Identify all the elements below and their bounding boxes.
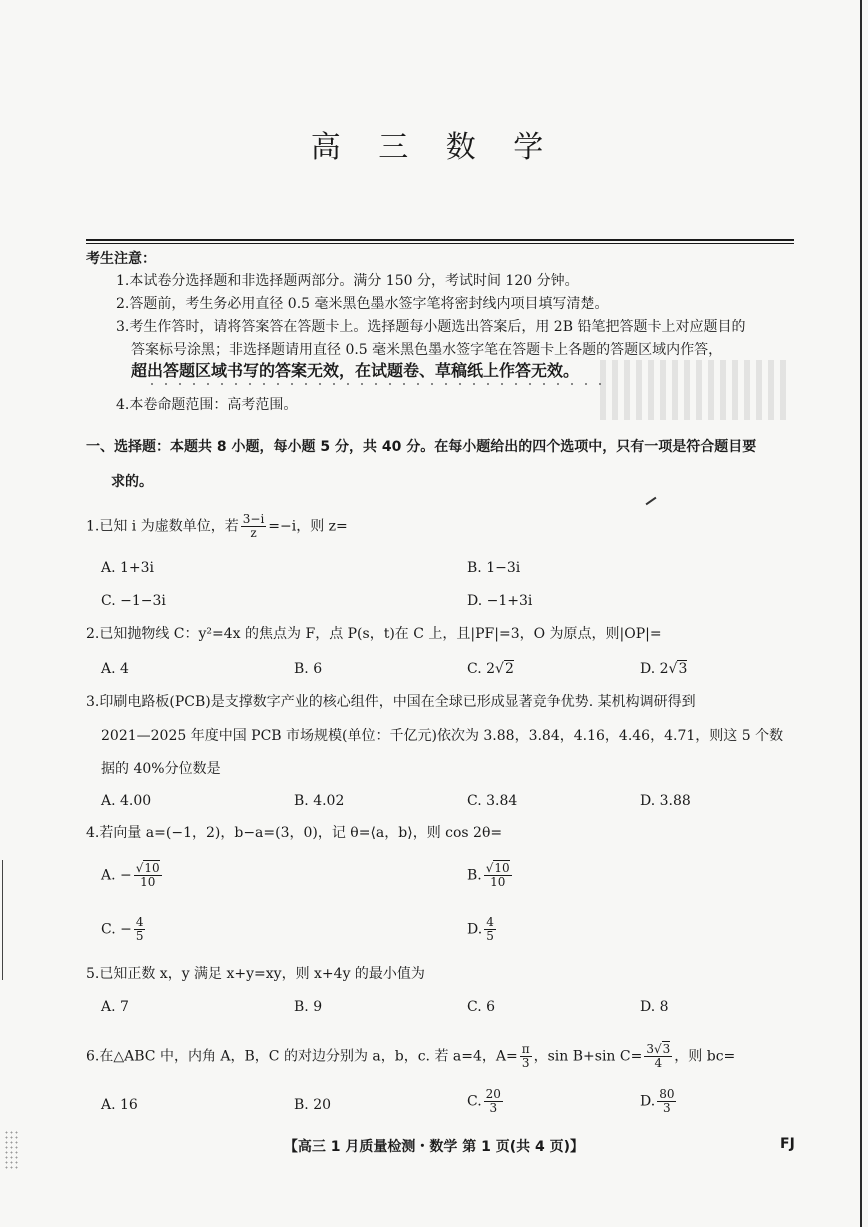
q4-c-frac	[134, 916, 146, 943]
q1-frac-den: z	[250, 526, 257, 540]
q5-option-d: D. 8	[640, 999, 669, 1015]
q1-option-d: D. −1+3i	[467, 593, 533, 609]
notice-heading: 考生注意：	[86, 251, 156, 267]
section-heading: 一、选择题：本题共 8 小题，每小题 5 分，共 40 分。在每小题给出的四个选项中，只有一项是符合题目要	[86, 439, 757, 455]
q2-option-a: A. 4	[101, 661, 129, 677]
q6-d-den: 3	[663, 1101, 671, 1115]
q6-mid: ，sin B+sin C=	[533, 1048, 643, 1065]
question-6	[86, 1043, 735, 1070]
q6-f1-den: 3	[521, 1056, 530, 1070]
q4-option-d	[467, 916, 498, 943]
q6-c-frac	[484, 1088, 503, 1115]
q6-option-b: B. 20	[294, 1097, 332, 1113]
q6-option-a: A. 16	[101, 1097, 138, 1113]
q4-c-num: 4	[135, 915, 144, 929]
q2-option-c: C. 2√2	[467, 661, 514, 677]
question-2: 2.已知抛物线 C：y²=4x 的焦点为 F，点 P(s，t)在 C 上，且|PF|=3，O 为原点，则|OP|=	[86, 626, 662, 642]
notice-line-2: 2.答题前，考生务必用直径 0.5 毫米黑色墨水签字笔将密封线内项目填写清楚。	[116, 296, 609, 312]
q4-b-pre: B.	[467, 867, 482, 884]
question-3-line-2: 2021—2025 年度中国 PCB 市场规模(单位：千亿元)依次为 3.88，3.84，4.16，4.46，4.71，则这 5 个数	[101, 728, 784, 744]
q4-a-pre: A. −	[101, 867, 132, 884]
q5-option-b: B. 9	[294, 999, 323, 1015]
section-heading-cont: 求的。	[111, 474, 153, 490]
page-footer: 【高三 1 月质量检测・数学 第 1 页(共 4 页)】	[283, 1139, 585, 1155]
question-5: 5.已知正数 x，y 满足 x+y=xy，则 x+4y 的最小值为	[86, 966, 425, 982]
q2-c-rad: 2	[504, 661, 514, 677]
q6-post: ，则 bc=	[674, 1048, 736, 1065]
notice-line-3: 3.考生作答时，请将答案答在答题卡上。选择题每小题选出答案后，用 2B 铅笔把答题卡上对应题目的	[116, 319, 746, 335]
question-3-line-1: 3.印刷电路板(PCB)是支撑数字产业的核心组件，中国在全球已形成显著竞争优势. 某机构调研得到	[86, 694, 696, 710]
notice-line-6: 4.本卷命题范围：高考范围。	[116, 397, 298, 413]
q6-f2-num-pre: 3	[646, 1042, 654, 1056]
q4-d-frac	[484, 916, 496, 943]
q1-option-a: A. 1+3i	[101, 560, 155, 576]
q3-option-a: A. 4.00	[101, 793, 152, 809]
q6-f2-num-rad: 3	[662, 1042, 671, 1056]
q4-d-num: 4	[486, 915, 494, 929]
q6-c-den: 3	[489, 1101, 498, 1115]
q4-c-den: 5	[135, 929, 144, 943]
q5-option-a: A. 7	[101, 999, 129, 1015]
q1-frac-num: 3−i	[242, 512, 265, 526]
q1-text-pre: 1.已知 i 为虚数单位，若	[86, 518, 239, 535]
notice-line-1: 1.本试卷分选择题和非选择题两部分。满分 150 分，考试时间 120 分钟。	[116, 273, 579, 289]
q6-f2-num: 3√3	[646, 1042, 671, 1056]
divider	[86, 239, 794, 241]
q6-d-frac	[657, 1088, 676, 1115]
notice-line-4: 答案标号涂黑；非选择题请用直径 0.5 毫米黑色墨水签字笔在答题卡上各题的答题区域内作答，	[131, 342, 723, 358]
q4-option-b	[467, 862, 514, 889]
divider-thin	[86, 243, 794, 244]
q4-option-c	[101, 916, 147, 943]
question-3-line-3: 据的 40%分位数是	[101, 761, 221, 777]
q6-pre: 6.在△ABC 中，内角 A，B，C 的对边分别为 a，b，c. 若 a=4，A=	[86, 1048, 518, 1065]
q1-text-post: =−i，则 z=	[268, 518, 348, 535]
q4-b-frac	[484, 862, 512, 889]
q2-c-pre: C. 2	[467, 661, 496, 677]
q4-a-frac	[134, 862, 162, 889]
question-1	[86, 513, 348, 540]
q4-d-pre: D.	[467, 921, 483, 938]
bleed-through	[600, 360, 790, 420]
q4-b-num: √10	[485, 861, 510, 875]
scan-border-left	[2, 860, 3, 980]
q4-a-num: √10	[135, 861, 160, 875]
q6-d-pre: D.	[640, 1093, 656, 1110]
question-4: 4.若向量 a=(−1，2)，b−a=(3，0)，记 θ=⟨a，b⟩，则 cos 2θ=	[86, 825, 503, 841]
q6-option-d	[640, 1088, 678, 1115]
q4-a-den: 10	[140, 875, 156, 889]
q6-f2-den: 4	[654, 1056, 663, 1070]
q1-option-c: C. −1−3i	[101, 593, 166, 609]
q6-option-c	[467, 1088, 505, 1115]
q2-d-rad: 3	[678, 661, 688, 677]
q4-d-den: 5	[486, 929, 494, 943]
q2-option-d: D. 2√3	[640, 661, 688, 677]
q6-frac-angle	[520, 1043, 532, 1070]
emphasis-dots	[145, 382, 605, 386]
scan-border	[860, 0, 862, 1227]
q2-option-b: B. 6	[294, 661, 323, 677]
q3-option-d: D. 3.88	[640, 793, 691, 809]
footer-code: FJ	[780, 1136, 795, 1152]
pen-mark	[646, 497, 657, 506]
q6-c-pre: C.	[467, 1093, 482, 1110]
q6-f1-num: π	[521, 1042, 530, 1056]
q3-option-b: B. 4.02	[294, 793, 345, 809]
q6-d-num: 80	[659, 1087, 675, 1101]
q3-option-c: C. 3.84	[467, 793, 518, 809]
q4-c-pre: C. −	[101, 921, 132, 938]
q4-a-rad: 10	[144, 861, 160, 875]
q2-d-pre: D. 2	[640, 661, 669, 677]
q4-option-a	[101, 862, 164, 889]
q5-option-c: C. 6	[467, 999, 496, 1015]
q1-option-b: B. 1−3i	[467, 560, 521, 576]
q6-c-num: 20	[485, 1087, 501, 1101]
notice-line-5-emphasis: 超出答题区域书写的答案无效，在试题卷、草稿纸上作答无效。	[131, 361, 580, 380]
q4-b-rad: 10	[494, 861, 510, 875]
q6-frac-sum	[644, 1043, 672, 1070]
page-title: 高 三 数 学	[310, 130, 558, 165]
q4-b-den: 10	[490, 875, 506, 889]
q1-fraction	[241, 513, 267, 540]
